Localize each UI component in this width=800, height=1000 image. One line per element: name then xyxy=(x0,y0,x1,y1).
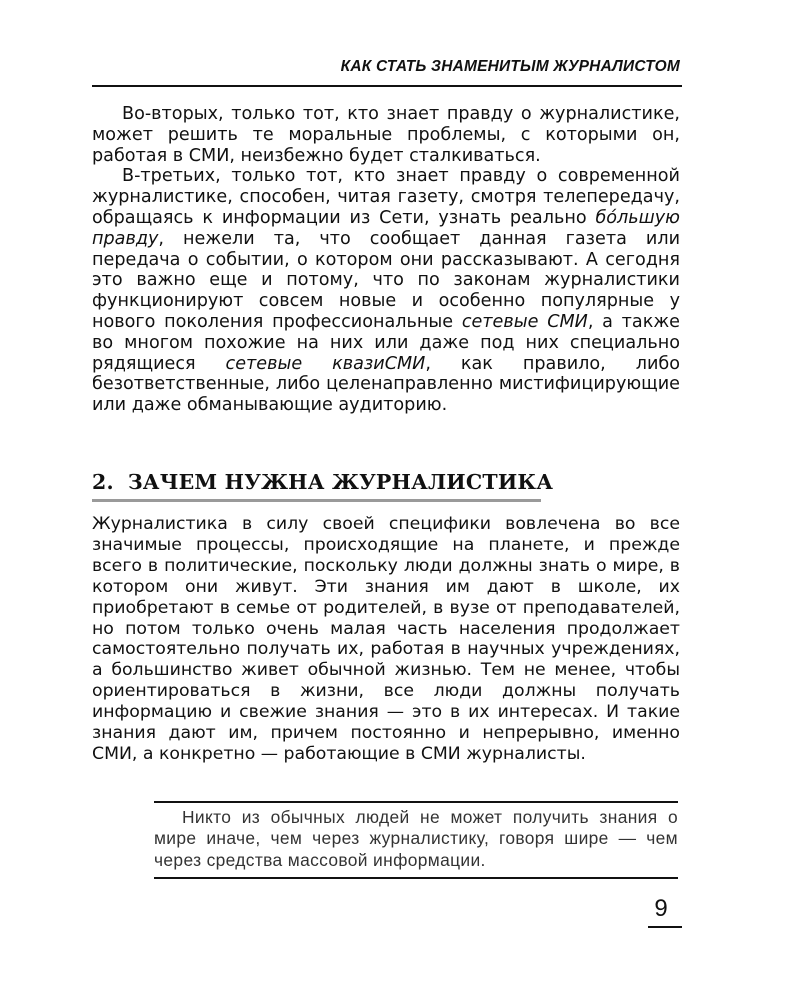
section-title: ЗАЧЕМ НУЖНА ЖУРНАЛИСТИКА xyxy=(127,470,554,494)
emphasis-text: сетевые квазиСМИ xyxy=(225,353,426,374)
emphasis-text: бóльшую правду xyxy=(92,207,680,249)
section-paragraph: Журналистика в силу своей специфики вовлечена во все значимые процессы, происходящие на планете, и прежде всего в политические, поскольку люди должны знать о мире, в котором они живут. Эти знания им дают в школе, их приобретают в семье от родителей, в вузе от преподавателей, но потом только очень малая часть населения продолжает самостоятельно получать их, работая в научных учреждениях, а большинство живет обычной жизнью. Тем не менее, чтобы ориентироваться в жизни, все люди должны получать информацию и свежие знания — это в их интересах. И такие знания дают им, причем постоянно и непрерывно, именно СМИ, а конкретно — работающие в СМИ журналисты. xyxy=(92,514,680,764)
callout-top-rule xyxy=(154,801,678,803)
callout-box xyxy=(154,807,678,871)
callout-bottom-rule xyxy=(154,877,678,879)
running-head-rule xyxy=(92,85,682,87)
text-run: , как правило, либо безответственные, либо целенаправленно мистифицирующие или даже обманывающие аудиторию. xyxy=(92,353,680,416)
page-number: 9 xyxy=(654,895,668,922)
text-run: , а также во многом похожие на них или даже под них специально рядящиеся xyxy=(92,311,680,374)
paragraph-secondly: Во-вторых, только тот, кто знает правду о журналистике, может решить те моральные проблемы, с которыми он, работая в СМИ, неизбежно будет сталкиваться. xyxy=(92,104,680,166)
paragraph-thirdly xyxy=(92,166,680,416)
page-number-rule xyxy=(648,926,682,928)
intro-text xyxy=(92,104,680,416)
emphasis-text: сетевые СМИ xyxy=(461,311,588,332)
text-run: , нежели та, что сообщает данная газета или передача о событии, о котором они рассказывают. А сегодня это важно еще и потому, что по законам журналистики функционируют совсем новые и особенно популярные у нового поколения профессиональные xyxy=(92,228,680,332)
running-head: КАК СТАТЬ ЗНАМЕНИТЫМ ЖУРНАЛИСТОМ xyxy=(340,58,680,75)
section-heading xyxy=(92,470,554,494)
text-run: В-третьих, только тот, кто знает правду о современной журналистике, способен, читая газету, смотря телепередачу, обращаясь к информации из Сети, узнать реально xyxy=(92,166,680,228)
callout-text: Никто из обычных людей не может получить знания о мире иначе, чем через журналистику, говоря шире — чем через средства массовой информации. xyxy=(154,807,678,870)
section-text xyxy=(92,514,680,765)
section-heading-rule xyxy=(92,499,541,502)
section-number: 2. xyxy=(92,470,114,494)
